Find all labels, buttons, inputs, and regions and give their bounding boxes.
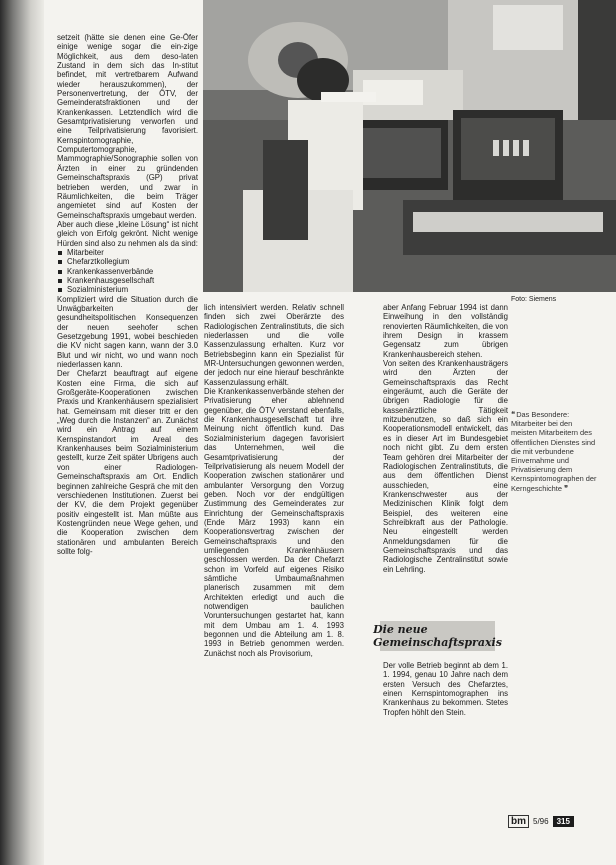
photo-illustration: [203, 0, 616, 292]
bullet-list: [57, 248, 198, 295]
paragraph: lich intensiviert werden. Relativ schnell finden sich zwei Oberärzte des Radiologischen Zentralinstituts, die sich niederlassen und die volle Kassenzulassung erhalten. Kurz vor Betriebsbeginn kann ein Spezialist für MR-Untersuchungen gewonnen werden, der jedoch nur eine hierauf beschränkte Kassenzulassung erhält.: [204, 303, 344, 387]
list-item: Chefarztkollegium: [57, 257, 198, 266]
magazine-logo: bm: [508, 815, 529, 828]
paragraph: Der Chefarzt beauftragt auf eigene Kosten eine Firma, die sich auf Großgeräte-Kooperationen zwischen Praxis und Krankenhäusern spezialisiert hat. Gemeinsam mit dieser tritt er den „Weg durch die Instanzen“ an. Zunächst wird ein Antrag auf einem Kernspinstandort im Areal des Krankenhauses beim Sozialministerium gestellt, kurze Zeit später Ubrigens auch von einer Radiologen-Gemeinschaftspraxis am Ort. Endlich beginnen zahlreiche Gesprä che mit den verschiedenen Institutionen. Zuerst bei der KV, die dem Projekt gegenüber positiv eingestellt ist. Man müßte aus Kostengründen neue Wege gehen, und die Kooperation zwischen dem stationären und ambulanten Bereich sollte folg-: [57, 369, 198, 556]
section-heading-box: [373, 621, 502, 651]
quote-end-marks-icon: ❜❜: [564, 483, 568, 493]
issue-number: 5/96: [533, 817, 549, 826]
paragraph: Von seiten des Krankenhausträgers wird den Ärzten der Gemeinschaftspraxis das Recht eingeräumt, auch die Geräte der übrigen Radiologie für die kassenärztliche Tätigkeit mitzubenutzen, so daß sich ein Kooperationsmodell entwickelt, das es in dieser Art im Bundesgebiet noch nicht gibt. Zu dem ersten Team gehören drei Mitarbeiter der Radiologischen Zentralinstituts, die aus dem öffentlichen Dienst ausschieden, eine Krankenschwester aus der Medizinischen Klinik folgt dem Beispiel, des weiteren eine Schreibkraft aus der Pathologie. Neu eingestellt werden Anmeldungsdamen für die Gemeinschaftspraxis und das Radiologische Zentralinstitut sowie ein Lehrling.: [383, 359, 508, 574]
paragraph: Der volle Betrieb beginnt ab dem 1. 1. 1994, genau 10 Jahre nach dem ersten Versuch des Chefarztes, einen Kernspintomographen ins Krankenhaus zu bekommen. Stetes Tropfen höhlt den Stein.: [383, 661, 508, 717]
section-heading: Die neue Gemeinschaftspraxis: [373, 623, 502, 649]
paragraph: setzeit (hätte sie denen eine Ge-Öfer einige wenige sogar die ein-zige Möglichkeit, aus dem deso-laten Zustand in dem sich das In-stitut befindet, mit vertretbarem Aufwand wieder herauszukommen), der Personenvertretung, der ÖTV, der Gemeinderatsfraktionen und der Krankenkassen. Letztendlich wird die Gesamtprivatisierung verworfen und eine Teilprivatisierung favorisiert. Kernspintomographie, Computertomographie, Mammographie/Sonographie sollen von Ärzten in einer zu gründenden Gemeinschaftspraxis (GP) privat betrieben werden, und zwar in Räumlichkeiten, die beim Träger angemietet sind auf Kosten der Gemeinschaftspraxis umgebaut werden.: [57, 33, 198, 220]
pull-quote-text: Das Besondere: Mitarbeiter bei den meisten Mitarbeitern des öffentlichen Dienstes sind die mit verbundene Einvernahme und Privatisierung dem Kernspintomographen der Kerngeschichte: [511, 410, 597, 493]
paragraph: Aber auch diese „kleine Lösung“ ist nicht gleich von Erfolg gekrönt. Nicht wenige Hürden sind also zu nehmen als da sind:: [57, 219, 198, 248]
pull-quote: [511, 410, 599, 493]
text-column-2: [204, 303, 344, 658]
text-column-3-continued: [383, 661, 508, 717]
paragraph: Kompliziert wird die Situation durch die Unwägbarkeiten der gesundheitspolitischen Konsequenzen der neuen seehofer schen Gesetzgebung 1991, wobei beschieden die KV nicht sagen kann, wann der 3.0 Blut und wir nicht, wo und wann noch niederlassen kann.: [57, 294, 198, 370]
paragraph: aber Anfang Februar 1994 ist dann Einweihung in den vollständig renovierten Räumlichkeiten, die von ihrem Design in krassem Gegensatz zum übrigen Krankenhausbereich stehen.: [383, 303, 508, 359]
quote-marks-icon: ❛❛: [511, 410, 515, 419]
text-column-3: [383, 303, 508, 574]
page-number: 315: [553, 816, 574, 827]
page-binding-shadow: [0, 0, 44, 865]
list-item: Krankenhausgesellschaft: [57, 276, 198, 285]
paragraph: Die Krankenkassenverbände stehen der Privatisierung eher ablehnend gegenüber, die ÖTV verstand ebenfalls, die Krankenhausgesellschaft tut ihre Meinung nicht öffentlich kund. Das Sozialministerium dagegen favorisiert das Unternehmen, weil die Gesamtprivatisierung der Teilprivatisierung als neuem Modell der Kooperation zwischen stationärer und ambulanter Versorgung den Vorzug geben. Noch vor der endgültigen Zustimmung des Gemeinderates zur Einrichtung der Gemeinschaftspraxis (Ende März 1993) kann ein Kooperationsvertrag zwischen der Gemeinschaftspraxis und den umliegenden Krankenhäusern geschlossen werden. Da der Chefarzt schon im Vorfeld auf eigenes Risiko sämtliche Umbaumaßnahmen planerisch zusammen mit dem Architekten erledigt und auch die notwendigen baulichen Voruntersuchungen gestartet hat, kann mit dem Umbau am 1. 4. 1993 begonnen und die Abteilung am 1. 8. 1993 in Betrieb genommen werden. Zunächst noch als Provisorium,: [204, 387, 344, 658]
text-column-1: [57, 33, 198, 556]
photo-ct-scanner-operator: [203, 0, 616, 292]
list-item: Sozialministerium: [57, 285, 198, 294]
list-item: Krankenkassenverbände: [57, 267, 198, 276]
photo-credit: Foto: Siemens: [511, 296, 557, 303]
page-footer: [508, 815, 574, 828]
list-item: Mitarbeiter: [57, 248, 198, 257]
